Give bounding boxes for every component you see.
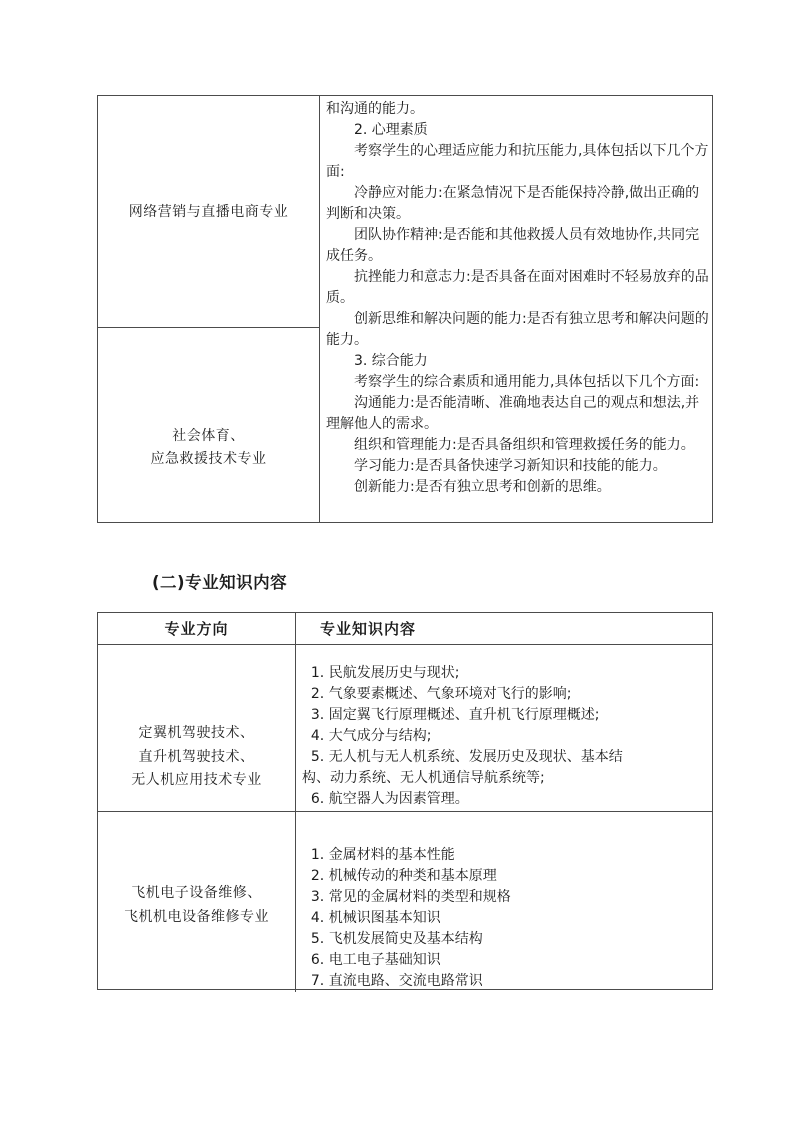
table-cell-ability-criteria-text bbox=[320, 96, 713, 522]
text-line: 无人机应用技术专业 bbox=[131, 772, 262, 788]
text-line: 网络营销与直播电商专业 bbox=[128, 204, 289, 220]
header-cell-major-direction: 专业方向 bbox=[98, 613, 296, 644]
text-line: 组织和管理能力:是否具备组织和管理救援任务的能力。 bbox=[326, 437, 695, 453]
table-cell-direction-aircraft-maintenance bbox=[98, 812, 296, 992]
text-line: 2. 机械传动的种类和基本原理 bbox=[302, 868, 497, 884]
text-line: 成任务。 bbox=[326, 248, 382, 264]
text-line: 学习能力:是否具备快速学习新知识和技能的能力。 bbox=[326, 458, 667, 474]
table-cell-direction-pilot-uav bbox=[98, 645, 296, 811]
text-line: 4. 机械识图基本知识 bbox=[302, 910, 441, 926]
text-line: 能力。 bbox=[326, 332, 368, 348]
majors-abilities-table bbox=[97, 95, 713, 523]
text-line: 面: bbox=[326, 164, 345, 180]
text-line: 3. 综合能力 bbox=[326, 353, 428, 369]
text-line: 理解他人的需求。 bbox=[326, 416, 438, 432]
text-line: 定翼机驾驶技术、 bbox=[138, 725, 255, 741]
text-line: 考察学生的综合素质和通用能力,具体包括以下几个方面: bbox=[326, 374, 700, 390]
text-line: 6. 航空器人为因素管理。 bbox=[302, 791, 469, 807]
text-line: 5. 无人机与无人机系统、发展历史及现状、基本结 bbox=[302, 749, 623, 765]
text-line: 飞机电子设备维修、 bbox=[131, 885, 262, 901]
text-line: 6. 电工电子基础知识 bbox=[302, 952, 441, 968]
text-line: 冷静应对能力:在紧急情况下是否能保持冷静,做出正确的 bbox=[326, 185, 700, 201]
knowledge-table-header-row bbox=[98, 613, 712, 644]
text-line: 沟通能力:是否能清晰、准确地表达自己的观点和想法,并 bbox=[326, 395, 700, 411]
text-line: 创新能力:是否有独立思考和创新的思维。 bbox=[326, 479, 611, 495]
text-line: 2. 心理素质 bbox=[326, 122, 428, 138]
text-line: 社会体育、 bbox=[172, 428, 245, 444]
majors-column bbox=[98, 96, 320, 522]
table-cell-knowledge-aircraft-maintenance bbox=[296, 812, 712, 992]
text-line: 3. 常见的金属材料的类型和规格 bbox=[302, 889, 511, 905]
table-cell-major-social-sports-emergency-rescue bbox=[98, 328, 319, 522]
table-cell-major-network-marketing bbox=[98, 96, 319, 328]
knowledge-table-row-aviation-pilot bbox=[98, 644, 712, 811]
text-line: 2. 气象要素概述、气象环境对飞行的影响; bbox=[302, 686, 572, 702]
text-line: 抗挫能力和意志力:是否具备在面对困难时不轻易放弃的品 bbox=[326, 269, 709, 285]
text-line: 直升机驾驶技术、 bbox=[138, 748, 255, 765]
text-line: 创新思维和解决问题的能力:是否有独立思考和解决问题的 bbox=[326, 311, 709, 327]
knowledge-table bbox=[97, 612, 713, 990]
text-line: 飞机机电设备维修专业 bbox=[124, 908, 269, 925]
text-line: 判断和决策。 bbox=[326, 206, 410, 222]
text-line: 4. 大气成分与结构; bbox=[302, 728, 432, 744]
table-cell-knowledge-pilot-uav bbox=[296, 645, 712, 811]
text-line: 7. 直流电路、交流电路常识 bbox=[302, 973, 483, 989]
text-line: 3. 固定翼飞行原理概述、直升机飞行原理概述; bbox=[302, 707, 600, 723]
knowledge-table-row-aircraft-maintenance bbox=[98, 811, 712, 992]
text-line: 和沟通的能力。 bbox=[326, 101, 424, 117]
text-line: 1. 民航发展历史与现状; bbox=[302, 665, 460, 681]
text-line: 1. 金属材料的基本性能 bbox=[302, 847, 455, 863]
section-heading: (二)专业知识内容 bbox=[152, 573, 288, 592]
text-line: 质。 bbox=[326, 290, 354, 306]
header-cell-knowledge-content: 专业知识内容 bbox=[320, 620, 417, 638]
text-line: 应急救援技术专业 bbox=[150, 451, 267, 467]
text-line: 构、动力系统、无人机通信导航系统等; bbox=[302, 770, 545, 786]
text-line: 考察学生的心理适应能力和抗压能力,具体包括以下几个方 bbox=[326, 143, 709, 159]
text-line: 团队协作精神:是否能和其他救援人员有效地协作,共同完 bbox=[326, 227, 700, 243]
text-line: 5. 飞机发展简史及基本结构 bbox=[302, 931, 483, 947]
